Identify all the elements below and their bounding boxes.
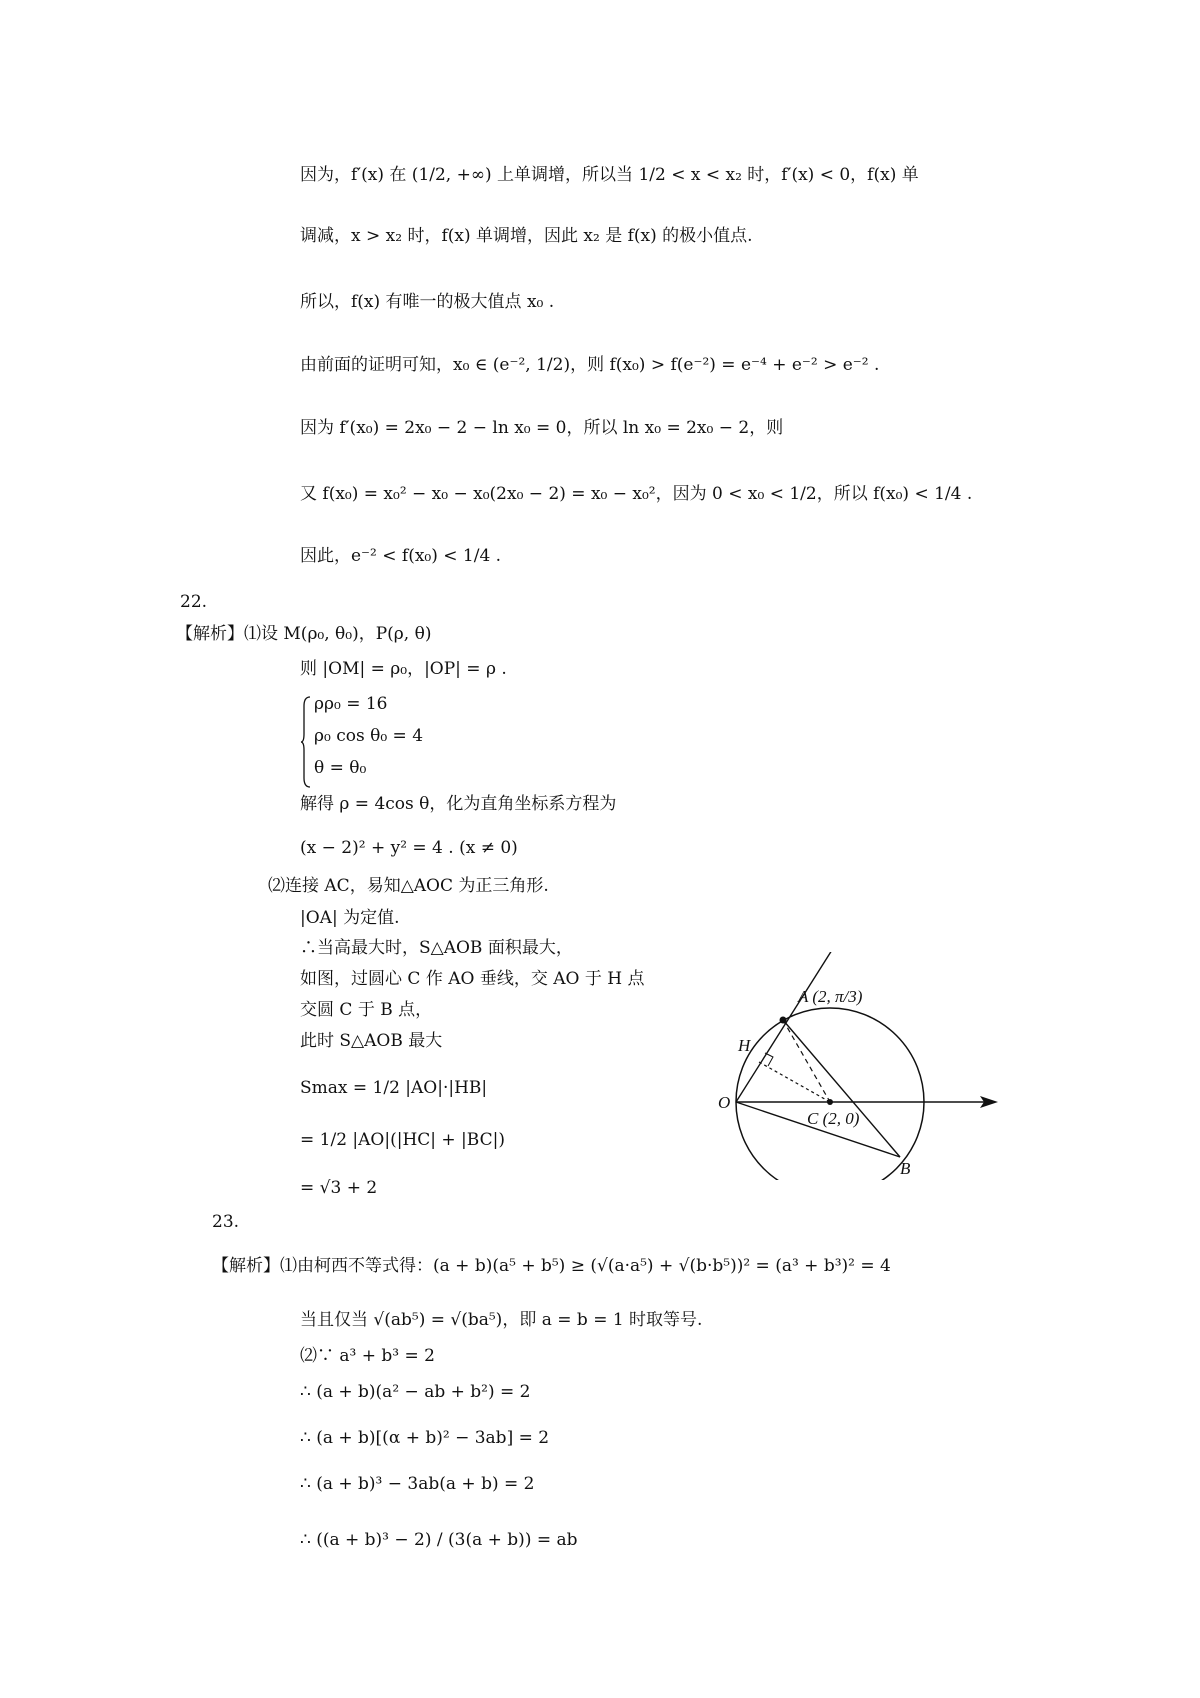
segment-HC-dashed — [759, 1062, 830, 1102]
q23-line-3: ∴ (a + b)(a² − ab + b²) = 2 — [300, 1382, 531, 1402]
circle-geometry-figure — [718, 952, 1016, 1180]
system-equation-1: ρρ₀ = 16 — [314, 694, 388, 714]
unique-maximum-line: 所以，f(x) 有唯一的极大值点 x₀ . — [300, 292, 555, 312]
minimum-point-line: 调减，x > x₂ 时，f(x) 单调增，因此 x₂ 是 f(x) 的极小值点. — [300, 226, 753, 246]
question-23-number: 23. — [212, 1212, 240, 1232]
circle-C — [736, 1008, 924, 1180]
q22-line-10: Smax = 1/2 |AO|·|HB| — [300, 1078, 488, 1098]
system-brace — [300, 696, 312, 788]
label-A: A (2, π/3) — [798, 987, 863, 1006]
question-22-number: 22. — [180, 592, 208, 612]
ln-relation-line: 因为 f′(x₀) = 2x₀ − 2 − ln x₀ = 0，所以 ln x₀ = 2x₀ − 2，则 — [300, 418, 784, 438]
q22-line-12: = √3 + 2 — [300, 1178, 378, 1198]
label-H: H — [738, 1036, 751, 1055]
q22-line-9: 此时 S△AOB 最大 — [300, 1031, 443, 1051]
q22-line-1: 则 |OM| = ρ₀，|OP| = ρ . — [300, 659, 507, 679]
q23-line-2: ⑵∵ a³ + b³ = 2 — [300, 1346, 435, 1366]
derivative-monotonic-line: 因为，f′(x) 在 (1/2, +∞) 上单调增，所以当 1/2 < x < x₂ 时，f′(x) < 0，f(x) 单 — [300, 165, 919, 185]
q22-line-4: ⑵连接 AC，易知△AOC 为正三角形. — [268, 876, 549, 896]
q22-line-5: |OA| 为定值. — [300, 908, 400, 928]
segment-AB — [783, 1020, 900, 1157]
point-A — [780, 1017, 787, 1024]
question-22-heading: 【解析】⑴设 M(ρ₀, θ₀)，P(ρ, θ) — [176, 624, 432, 644]
f-x0-expression-line: 又 f(x₀) = x₀² − x₀ − x₀(2x₀ − 2) = x₀ − x₀²，因为 0 < x₀ < 1/2，所以 f(x₀) < 1/4 . — [300, 484, 973, 504]
q22-line-2: 解得 ρ = 4cos θ，化为直角坐标系方程为 — [300, 794, 617, 814]
conclusion-line: 因此，e⁻² < f(x₀) < 1/4 . — [300, 546, 502, 566]
ray-OA — [736, 952, 832, 1102]
label-O: O — [718, 1093, 731, 1112]
q22-line-3: (x − 2)² + y² = 4 . (x ≠ 0) — [300, 838, 518, 858]
q22-line-7: 如图，过圆心 C 作 AO 垂线，交 AO 于 H 点 — [300, 969, 645, 989]
system-equation-2: ρ₀ cos θ₀ = 4 — [314, 726, 424, 746]
system-equation-3: θ = θ₀ — [314, 758, 367, 778]
question-23-heading: 【解析】⑴由柯西不等式得：(a + b)(a⁵ + b⁵) ≥ (√(a·a⁵) + √(b·b⁵))² = (a³ + b³)² = 4 — [212, 1256, 891, 1276]
q23-line-1: 当且仅当 √(ab⁵) = √(ba⁵)，即 a = b = 1 时取等号. — [300, 1310, 703, 1330]
range-line: 由前面的证明可知，x₀ ∈ (e⁻², 1/2)，则 f(x₀) > f(e⁻²) = e⁻⁴ + e⁻² > e⁻² . — [300, 355, 880, 375]
q23-line-5: ∴ (a + b)³ − 3ab(a + b) = 2 — [300, 1474, 535, 1494]
q22-line-11: = 1/2 |AO|(|HC| + |BC|) — [300, 1130, 505, 1150]
q22-line-6: ∴当高最大时，S△AOB 面积最大， — [300, 938, 573, 958]
q23-line-4: ∴ (a + b)[(α + b)² − 3ab] = 2 — [300, 1428, 550, 1448]
q22-line-8: 交圆 C 于 B 点， — [300, 1000, 433, 1020]
label-B: B — [900, 1159, 911, 1178]
segment-AC-dashed — [783, 1020, 830, 1102]
point-C — [827, 1099, 833, 1105]
label-C: C (2, 0) — [807, 1109, 860, 1128]
q23-line-6: ∴ ((a + b)³ − 2) / (3(a + b)) = ab — [300, 1530, 578, 1550]
